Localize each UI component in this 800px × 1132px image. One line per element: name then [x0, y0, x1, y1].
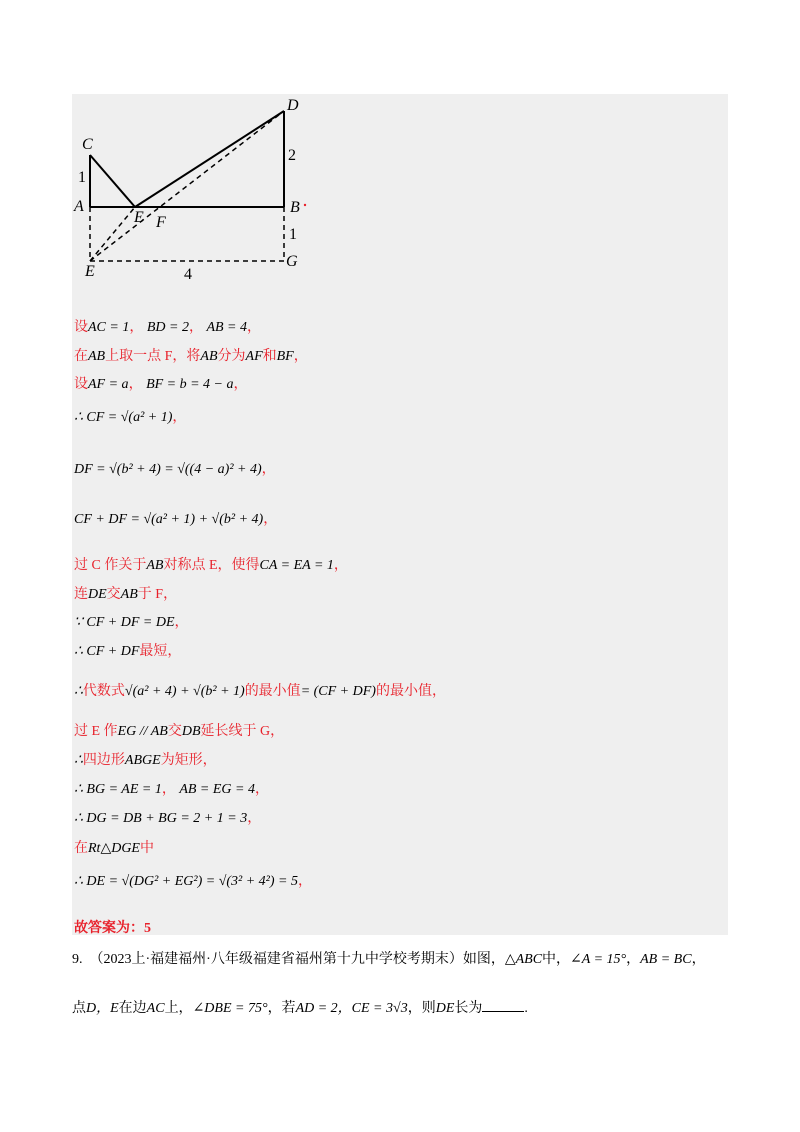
label-E: E	[85, 263, 95, 280]
geometry-figure	[72, 94, 332, 284]
solution-line-4: ∴ CF = √(a² + 1)，	[74, 410, 187, 425]
label-B: B	[290, 199, 300, 216]
label-2: 2	[288, 147, 296, 164]
solution-line-17: ∴ DE = √(DG² + EG²) = √(3² + 4²) = 5，	[74, 874, 312, 889]
answer-line: 故答案为：5	[74, 921, 151, 936]
red-dot-mark	[304, 204, 306, 206]
solution-line-2: 在AB上取一点 F，将AB分为AF和BF，	[74, 349, 308, 364]
label-1-right: 1	[289, 226, 297, 243]
segment-FD	[135, 111, 284, 207]
solution-line-12: 过 E 作EG // AB交DB延长线于 G，	[74, 724, 285, 739]
segment-CF	[90, 155, 135, 207]
label-C: C	[82, 136, 93, 153]
solution-line-10: ∴ CF + DF最短，	[74, 644, 182, 659]
label-4: 4	[184, 266, 192, 283]
segment-EF	[90, 207, 135, 261]
solution-line-14: ∴ BG = AE = 1， AB = EG = 4，	[74, 782, 269, 797]
solution-line-5: DF = √(b² + 4) = √((4 − a)² + 4)，	[74, 462, 276, 477]
label-F: F	[156, 214, 166, 231]
label-A: A	[74, 198, 84, 215]
solution-line-16: 在Rt△DGE中	[74, 841, 154, 856]
label-D: D	[287, 97, 299, 114]
solution-line-1: 设AC = 1， BD = 2， AB = 4，	[74, 320, 262, 335]
label-E-prime: E	[134, 209, 144, 226]
solution-line-15: ∴ DG = DB + BG = 2 + 1 = 3，	[74, 811, 262, 826]
label-1-left: 1	[78, 169, 86, 186]
solution-line-7: 过 C 作关于AB对称点 E，使得CA = EA = 1，	[74, 558, 348, 573]
solution-line-13: ∴四边形ABGE为矩形，	[74, 753, 217, 768]
solution-line-9: ∵ CF + DF = DE，	[74, 615, 189, 630]
solution-line-8: 连DE交AB于 F，	[74, 587, 178, 602]
segment-ED	[90, 111, 284, 261]
solution-line-6: CF + DF = √(a² + 1) + √(b² + 4)，	[74, 512, 278, 527]
label-G: G	[286, 253, 298, 270]
question-9-line-2: 点D，E在边AC上，∠DBE = 75°，若AD = 2，CE = 3√3，则DE长为 .	[72, 1001, 528, 1016]
solution-line-3: 设AF = a， BF = b = 4 − a，	[74, 377, 248, 392]
solution-line-11: ∴代数式√(a² + 4) + √(b² + 1)的最小值= (CF + DF)的最小值，	[74, 684, 446, 699]
question-9-line-1: 9. （2023上·福建福州·八年级福建省福州第十九中学校考期末）如图，△ABC中，∠A = 15°，AB = BC，	[72, 952, 706, 967]
answer-blank[interactable]	[482, 999, 524, 1012]
